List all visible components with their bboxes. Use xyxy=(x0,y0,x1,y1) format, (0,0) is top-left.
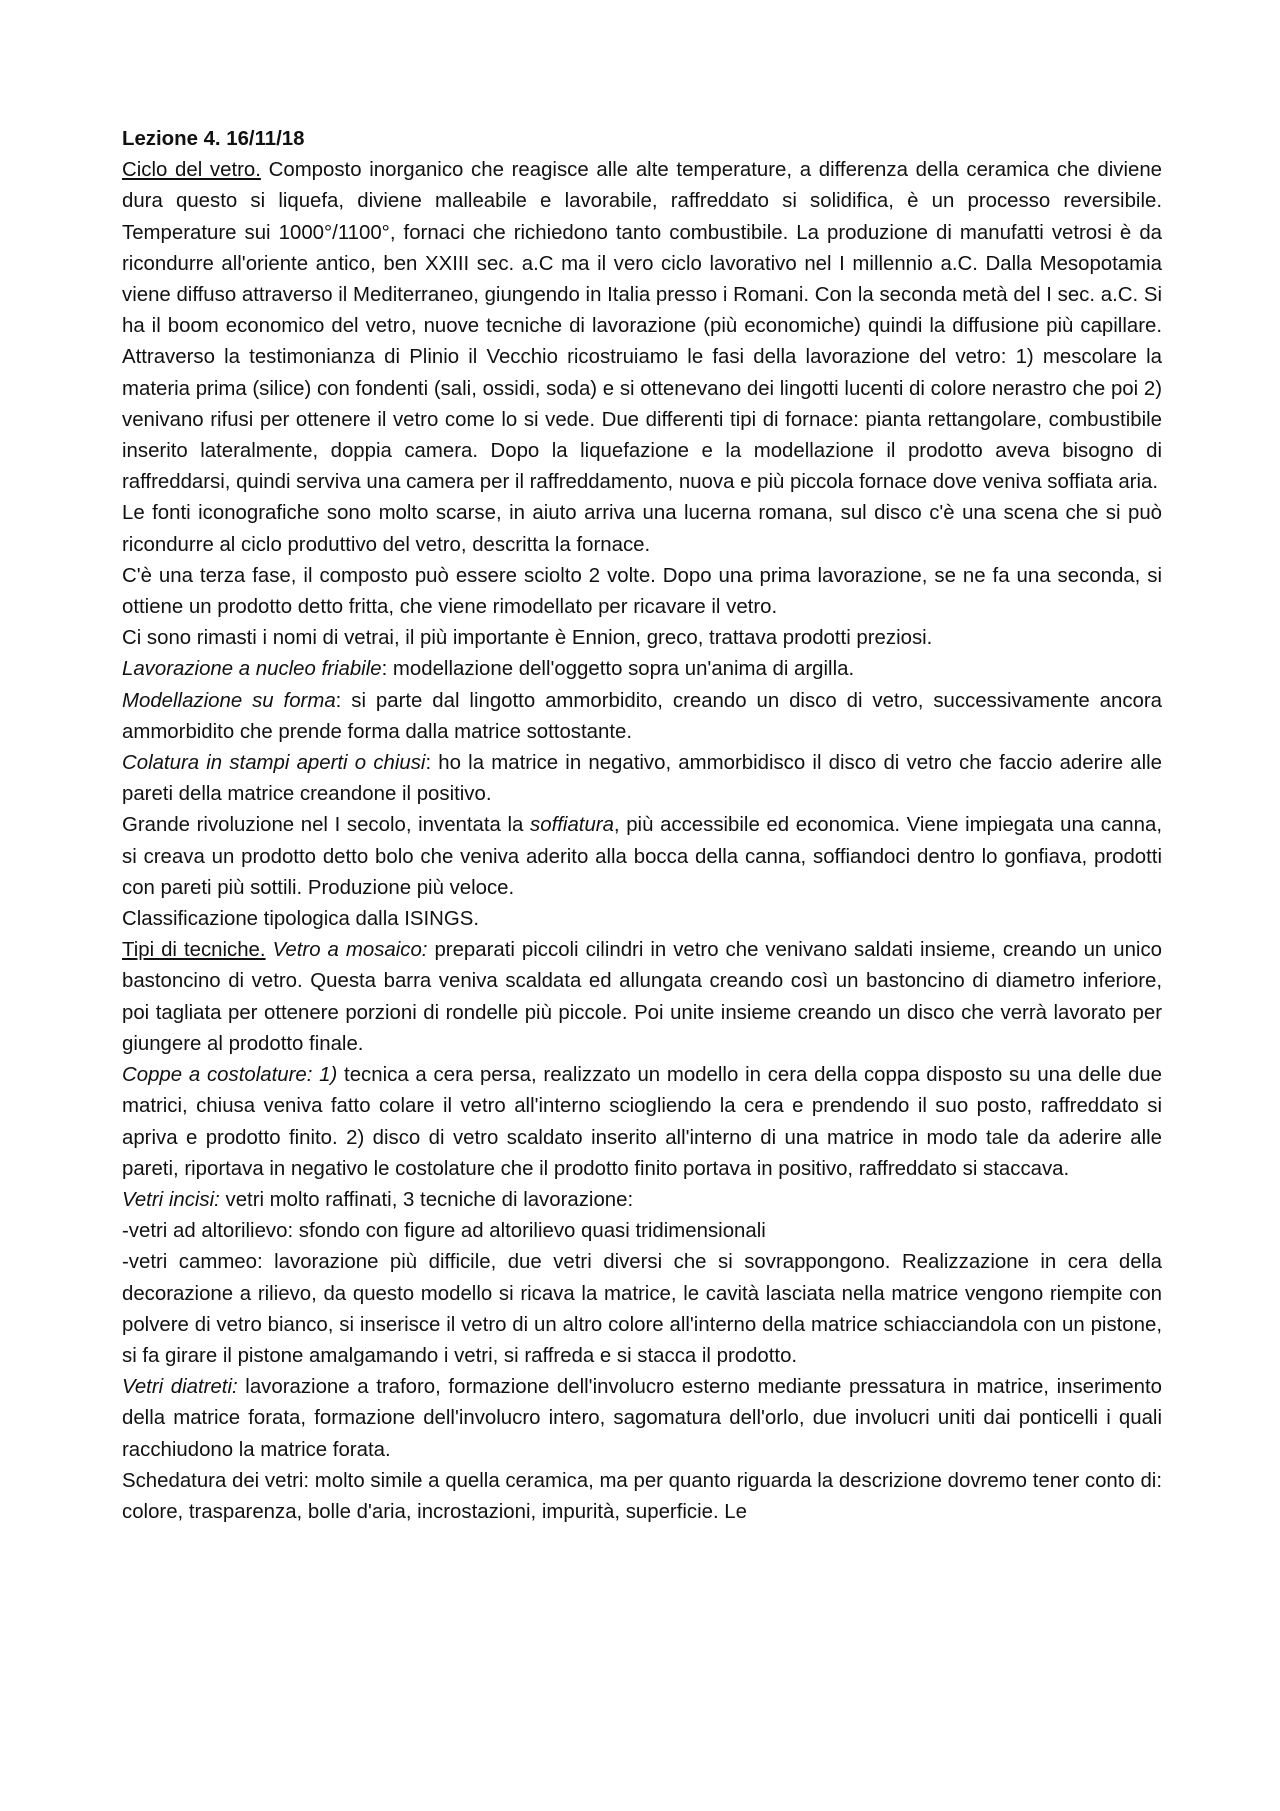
section-heading-ciclo: Ciclo del vetro. xyxy=(122,159,261,182)
paragraph-ciclo-del-vetro xyxy=(122,155,1162,498)
term-vetro-a-mosaico: Vetro a mosaico: xyxy=(265,939,428,962)
paragraph-vetri-incisi xyxy=(122,1185,1162,1216)
paragraph-modellazione-su-forma xyxy=(122,686,1162,748)
paragraph-vetrai: Ci sono rimasti i nomi di vetrai, il più importante è Ennion, greco, trattava prodotti preziosi. xyxy=(122,627,933,650)
term-vetri-diatreti: Vetri diatreti: xyxy=(122,1376,238,1399)
paragraph-text: : ho la matrice in negativo, ammorbidisco il disco di vetro che faccio aderire alle pareti della matrice creandone il positivo. xyxy=(122,752,1162,806)
term-coppe-a-costolature: Coppe a costolature: 1) xyxy=(122,1064,338,1087)
paragraph-soffiatura xyxy=(122,810,1162,904)
paragraph-text: vetri molto raffinati, 3 tecniche di lavorazione: xyxy=(219,1188,634,1211)
paragraph-colatura-in-stampi xyxy=(122,748,1162,810)
paragraph-text: preparati piccoli cilindri in vetro che venivano saldati insieme, creando un unico bastoncino di vetro. Questa barra veniva scaldata ed allungata creando così un bastoncino di diametro inferiore, poi tagliata per ottenere porzioni di rondelle più piccole. Poi unite insieme creando un disco che verrà lavorato per giungere al prodotto finale. xyxy=(122,939,1162,1055)
paragraph-text: Composto inorganico che reagisce alle alte temperature, a differenza della ceramica che diviene dura questo si liquefa, diviene malleabile e lavorabile, raffreddato si solidifica, è un processo reversibile. Temperature sui 1000°/1100°, fornaci che richiedono tanto combustibile. La produzione di manufatti vetrosi è da ricondurre all'oriente antico, ben XXIII sec. a.C ma il vero ciclo lavorativo nel I millennio a.C. Dalla Mesopotamia viene diffuso attraverso il Mediterraneo, giungendo in Italia presso i Romani. Con la seconda metà del I sec. a.C. Si ha il boom economico del vetro, nuove tecniche di lavorazione (più economiche) quindi la diffusione più capillare. Attraverso la testimonianza di Plinio il Vecchio ricostruiamo le fasi della lavorazione del vetro: 1) mescolare la materia prima (silice) con fondenti (sali, ossidi, soda) e si ottenevano dei lingotti lucenti di colore nerastro che poi 2) venivano rifusi per ottenere il vetro come lo si vede. Due differenti tipi di fornace: pianta rettangolare, combustibile inserito lateralmente, doppia camera. Dopo la liquefazione e la modellazione il prodotto aveva bisogno di raffreddarsi, quindi serviva una camera per il raffreddamento, nuova e più piccola fornace dove veniva soffiata aria. xyxy=(122,159,1163,494)
paragraph-text: : modellazione dell'oggetto sopra un'anima di argilla. xyxy=(381,658,855,681)
paragraph-text: tecnica a cera persa, realizzato un modello in cera della coppa disposto su una delle due matrici, chiusa veniva fatto colare il vetro all'interno sciogliendo la cera e prendendo il suo posto, raffreddato si apriva e prodotto finito. 2) disco di vetro scaldato inserito all'interno di una matrice in modo tale da aderire alle pareti, riportava in negativo le costolature che il prodotto finito portava in positivo, raffreddato si staccava. xyxy=(122,1064,1162,1180)
paragraph-schedatura: Schedatura dei vetri: molto simile a quella ceramica, ma per quanto riguarda la descrizione dovremo tener conto di: colore, trasparenza, bolle d'aria, incrostazioni, impurità, superficie. Le xyxy=(122,1469,1162,1523)
paragraph-text: : si parte dal lingotto ammorbidito, creando un disco di vetro, successivamente ancora ammorbidito che prende forma dalla matrice sottostante. xyxy=(122,689,1162,743)
paragraph-coppe-a-costolature xyxy=(122,1060,1162,1185)
term-nucleo-friabile: Lavorazione a nucleo friabile xyxy=(122,658,382,681)
paragraph-fonti-iconografiche: Le fonti iconografiche sono molto scarse, in aiuto arriva una lucerna romana, sul disco c'è una scena che si può ricondurre al ciclo produttivo del vetro, descritta la fornace. xyxy=(122,502,1162,556)
paragraph-tipi-di-tecniche xyxy=(122,935,1162,1060)
list-item-altorilievo: -vetri ad altorilievo: sfondo con figure ad altorilievo quasi tridimensionali xyxy=(122,1220,766,1243)
paragraph-text: lavorazione a traforo, formazione dell'involucro esterno mediante pressatura in matrice, inserimento della matrice forata, formazione dell'involucro intero, sagomatura dell'orlo, due involucri uniti dai ponticelli i quali racchiudono la matrice forata. xyxy=(122,1376,1162,1461)
term-soffiatura: soffiatura xyxy=(530,814,614,837)
document-page xyxy=(122,124,1162,1528)
paragraph-text: Grande rivoluzione nel I secolo, inventata la xyxy=(122,814,531,837)
section-heading-tipi: Tipi di tecniche. xyxy=(122,939,266,962)
paragraph-classificazione: Classificazione tipologica dalla ISINGS. xyxy=(122,908,480,931)
paragraph-terza-fase: C'è una terza fase, il composto può essere sciolto 2 volte. Dopo una prima lavorazione, se ne fa una seconda, si ottiene un prodotto detto fritta, che viene rimodellato per ricavare il vetro. xyxy=(122,564,1162,619)
paragraph-text: , più accessibile ed economica. Viene impiegata una canna, si creava un prodotto detto bolo che veniva aderito alla bocca della canna, soffiandoci dentro lo gonfiava, prodotti con pareti più sottili. Produzione più veloce. xyxy=(122,814,1162,899)
term-colatura: Colatura in stampi aperti o chiusi xyxy=(122,752,426,775)
document-title: Lezione 4. 16/11/18 xyxy=(122,128,305,150)
term-modellazione-su-forma: Modellazione su forma xyxy=(122,689,336,712)
paragraph-vetri-diatreti xyxy=(122,1372,1162,1466)
term-vetri-incisi: Vetri incisi: xyxy=(122,1188,220,1211)
paragraph-nucleo-friabile xyxy=(122,654,1162,685)
list-item-cammeo: -vetri cammeo: lavorazione più difficile, due vetri diversi che si sovrappongono. Realizzazione in cera della decorazione a rilievo, da questo modello si ricava la matrice, le cavità lasciata nella matrice vengono riempite con polvere di vetro bianco, si inserisce il vetro di un altro colore all'interno della matrice schiacciandola con un pistone, si fa girare il pistone amalgamando i vetri, si raffreda e si stacca il prodotto. xyxy=(122,1251,1162,1367)
